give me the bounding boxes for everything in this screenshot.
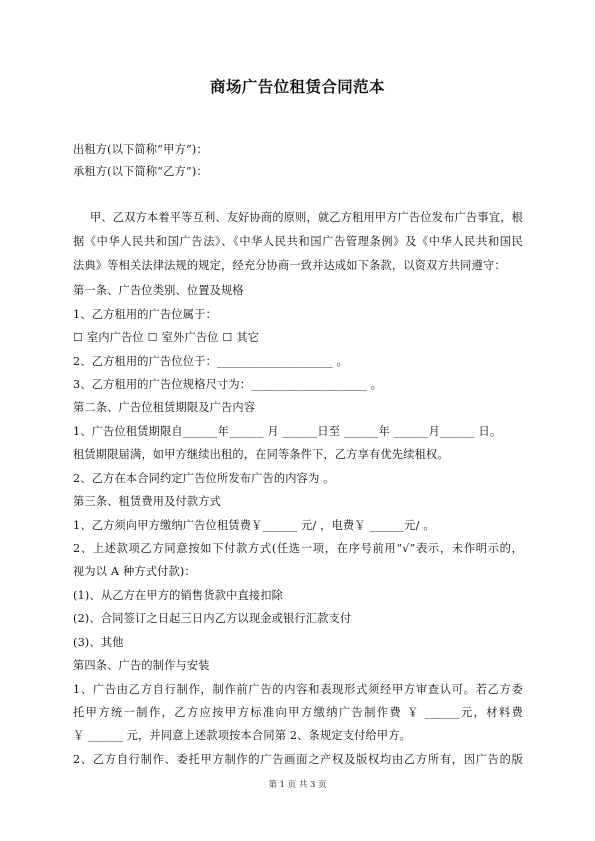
clause-4-2: 2、乙方自行制作、委托甲方制作的广告画面之产权及版权均由乙方所有，因广告的版 <box>73 753 523 766</box>
article-1-heading: 第一条、广告位类别、位置及规格 <box>73 284 244 297</box>
preamble-line-3: 法典》等相关法律法规的规定，经充分协商一致并达成如下条款，以资双方共同遵守： <box>73 259 506 272</box>
clause-1-3: 3、乙方租用的广告位规格尺寸为：____________________ 。 <box>73 378 383 391</box>
lessor-line: 出租方(以下简称“甲方”)： <box>73 143 208 156</box>
document-title: 商场广告位租赁合同范本 <box>210 78 385 96</box>
clause-3-2: 2、上述款项乙方同意按如下付款方式(任选一项，在序号前用“√”表示，未作明示的， <box>73 542 523 555</box>
clause-4-1-continued-1: 托甲方统一制作，乙方应按甲方标准向甲方缴纳广告制作费 ￥ ______元，材料费 <box>73 706 523 719</box>
payment-option-3: (3)、其他 <box>73 636 124 649</box>
payment-option-1: (1)、从乙方在甲方的销售货款中直接扣除 <box>73 589 284 602</box>
clause-3-1: 1、乙方须向甲方缴纳广告位租赁费￥______ 元/ ，电费￥ ______元/ 。 <box>73 519 435 532</box>
preamble-line-2: 据《中华人民共和国广告法》、《中华人民共和国广告管理条例》及《中华人民共和国民 <box>73 235 523 248</box>
preamble-line-1: 甲、乙双方本着平等互利、友好协商的原则，就乙方租用甲方广告位发布广告事宜，根 <box>90 211 523 224</box>
page-number-footer: 第 1 页 共 3 页 <box>268 780 327 790</box>
clause-1-1: 1、乙方租用的广告位属于： <box>73 308 217 321</box>
article-2-heading: 第二条、广告位租赁期限及广告内容 <box>73 401 256 414</box>
article-4-heading: 第四条、广告的制作与安装 <box>73 659 210 672</box>
article-3-heading: 第三条、租赁费用及付款方式 <box>73 495 222 508</box>
clause-2-1: 1、广告位租赁期限自______年______ 月 ______日至 ______年 ______月______ 日。 <box>73 425 502 438</box>
ad-location-type-options: ☐ 室内广告位 ☐ 室外广告位 ☐ 其它 <box>73 331 260 344</box>
clause-3-2-continued: 视为以 A 种方式付款)： <box>73 565 196 578</box>
payment-option-2: (2)、合同签订之日起三日内乙方以现金或银行汇款支付 <box>73 612 352 625</box>
clause-4-1-continued-2: ￥ ______ 元，并同意上述款项按本合同第 2、条规定支付给甲方。 <box>73 729 412 742</box>
clause-1-2: 2、乙方租用的广告位位于：____________________ 。 <box>73 355 348 368</box>
lessee-line: 承租方(以下简称“乙方”)： <box>73 165 208 178</box>
clause-4-1: 1、广告由乙方自行制作，制作前广告的内容和表现形式须经甲方审查认可。若乙方委 <box>73 683 523 696</box>
clause-2-2: 2、乙方在本合同约定广告位所发布广告的内容为 。 <box>73 472 335 485</box>
clause-2-1-continued: 租赁期限届满，如甲方继续出租的，在同等条件下，乙方享有优先续租权。 <box>73 448 449 461</box>
